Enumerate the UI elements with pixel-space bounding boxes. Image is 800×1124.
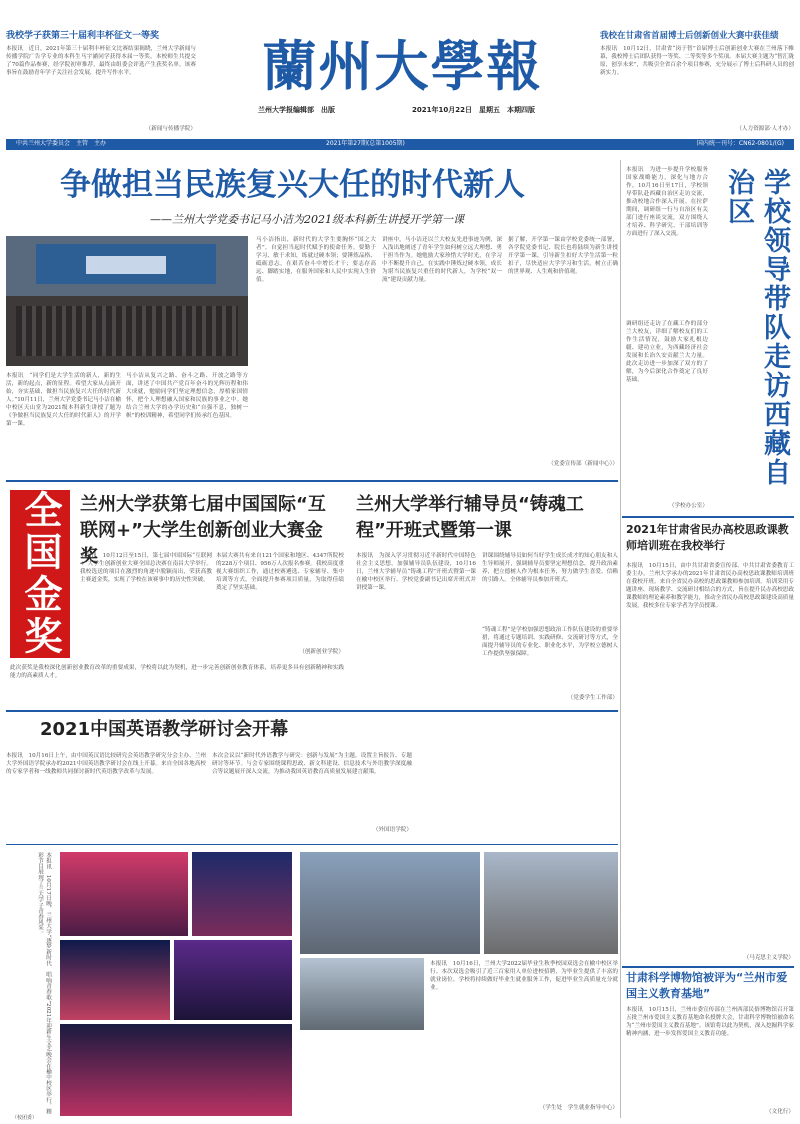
stage-photo-5: [60, 1024, 292, 1116]
photos-caption-author: （学生处 学生就业指导中心）: [539, 1105, 618, 1111]
right-story-body1: 本报讯 为进一步提升学校服务国家战略能力，深化与地方合作，10月16日至17日，学校领导带队赴西藏自治区走访交流，推动校地合作深入开展。在拉萨期间，调研组一行与自治区有关部门进行座谈交流，双方围绕人才培养、科学研究、干部培训等方面进行了深入交流。: [626, 167, 708, 237]
masthead-title: 蘭州大學報: [262, 34, 543, 98]
gansu-body: 本报讯 10月15日，由中共甘肃省委宣传部、中共甘肃省委教育工委主办，兰州大学承办的2021年甘肃省民办高校思政课教师培训班在我校开班。来自全省民办高校的思政课教师参加培训。培训采用专题讲座、现场教学、交流研讨相结合的方式，旨在提升民办高校思政课教师的理论素养和教学能力，推动全省民办高校思政课建设高质量发展。我校多位专家学者为学员授课。: [626, 563, 794, 609]
museum-author: （文化行）: [766, 1109, 794, 1115]
english-title: 2021中国英语教学研讨会开幕: [40, 719, 289, 740]
divider-1: [6, 480, 618, 482]
museum-body: 本报讯 10月15日，兰州市委宣传部在兰州西部民俗博物馆召开第五批兰州市爱国主义教育基地命名授牌大会，甘肃科学博物馆被命名为“兰州市爱国主义教育基地”。该馆将以此为契机，深入挖掘科学家精神内涵，进一步发挥爱国主义教育功能。: [626, 1007, 794, 1037]
job-fair-photo-1: [300, 852, 480, 954]
gold-author: （创新创业学院）: [299, 649, 344, 655]
photos-caption-body: 本报讯 10月16日，兰州大学2022届毕业生秋季校园双选会在榆中校区举行。本次双选会吸引了近三百家用人单位进校招聘，为毕业生提供了丰富的就业岗位。学校将持续做好毕业生就业服务工作，促进毕业生高质量充分就业。: [430, 961, 618, 991]
right-ear-body: 本报讯 10月12日，甘肃省“岗于智”首届博士后创新创业大赛在兰州落下帷幕，我校博士后团队获得一等奖、二等奖等多个奖项。本届大赛主题为“智汇陇原，创享未来”，共吸引全省百余个项目参赛，充分展示了博士后科研人员的创新实力。: [600, 46, 794, 76]
right-ear-author: （人力资源部·人才办）: [736, 126, 794, 132]
museum-title: 甘肃科学博物馆被评为“兰州市爱国主义教育基地”: [626, 971, 788, 1000]
gansu-author: （马克思主义学院）: [743, 955, 794, 961]
masthead-info-bar: [6, 139, 794, 150]
right-story-author: （学校办公室）: [668, 503, 708, 509]
headline-subtitle: ——兰州大学党委书记马小洁为2021级本科新生讲授开学第一课: [150, 213, 464, 226]
soul-title: 兰州大学举行辅导员“铸魂工程”开班式暨第一课: [356, 494, 584, 541]
divider-right-2: [622, 966, 794, 968]
right-story-title: 学校领导带队走访西藏自治区: [723, 168, 790, 487]
headline-title: 争做担当民族复兴大任的时代新人: [60, 167, 525, 203]
gold-title: 兰州大学获第七届中国国际“互联网+”大学生创新创业大赛金奖: [80, 494, 326, 567]
english-body1: 本报讯 10月16日上午，由中国英汉语比较研究会英语教学研究分会主办、兰州大学外国语学院承办的2021中国英语教学研讨会在线上开幕。来自全国各地高校的专家学者和一线教师共同探讨新时代英语教学改革与发展。: [6, 753, 206, 775]
left-ear-body: 本报讯 近日，2021年第三十届利丰杯征文比赛结果揭晓，兰州大学新闻与传播学院广告学专业的本科生马宇涵同学获得本届一等奖。本校师生共提交了70篇作品参赛，经学院初审推荐，最终由组委会评选产生获奖名单。该赛事旨在鼓励青年学子关注社会发展，提升写作水平。: [6, 46, 196, 76]
main-story-col1: 本报讯 “同学们是大学生活的新人，新的生活，新的起点，新的征程。希望大家从点滴开始，夯实基础，做担当民族复兴大任的时代新人。”10月11日，兰州大学党委书记马小洁在榆中校区天山堂为2021级本科新生讲授了题为《争做担当民族复兴大任的时代新人》的开学第一课。: [6, 373, 121, 427]
left-ear-author: （新闻与传播学院）: [145, 126, 196, 132]
divider-right-1: [622, 516, 794, 518]
left-ear-title: 我校学子获第三十届利丰杯征文一等奖: [6, 31, 160, 41]
stage-photo-3: [60, 940, 170, 1020]
masthead-party: 中共兰州大学委员会 主管 主办: [16, 140, 107, 147]
right-ear: [600, 30, 794, 138]
divider-3: [6, 844, 618, 845]
soul-author: （党委学生工作部）: [567, 695, 618, 701]
main-story-col4: 讲座中，马小洁还以兰大校友先进事迹为例，深入浅出地阐述了青年学生如何树立远大理想、勇于担当作为。她勉励大家珍惜大学时光，在学习中不断提升自己，在实践中锤炼过硬本领，成长为堪当民族复兴重任的时代新人，为学校“双一流”建设贡献力量。: [382, 237, 502, 283]
job-fair-photo-3: [300, 958, 424, 1030]
job-fair-photo-2: [484, 852, 618, 954]
masthead-issue: 2021年第27期(总第1005期): [326, 140, 405, 147]
stage-photo-4: [174, 940, 292, 1020]
vertical-caption-body: 本报讯 10月17日晚，兰州大学“逐梦新时代 唱响青春歌”2021年迎新生文艺晚会在榆中校区举行，精彩节目展现了兰大学子青春风采。: [37, 852, 51, 1114]
main-story-col3: 马小洁指出，新时代的大学生要胸怀“国之大者”，自觉担当起时代赋予的使命任务。要勤于学习、敏于求知，练就过硬本领；要锤炼品格、砥砺意志，在艰苦奋斗中增长才干；要志存高远、脚踏实地，在服务国家和人民中实现人生价值。: [256, 237, 376, 283]
gold-badge: 全国金奖: [10, 490, 70, 658]
main-story-author: （党委宣传部（新闻中心））: [548, 461, 618, 467]
masthead-date: 2021年10月22日 星期五 本期四版: [412, 106, 535, 114]
english-author: （外国语学院）: [372, 827, 412, 833]
masthead-publisher: 兰州大学报编辑部 出版: [258, 106, 335, 114]
gold-body1: 本报讯 10月12日至15日，第七届中国国际“互联网+”大学生创新创业大赛全国总决赛在南昌大学举行。我校选送的项目在激烈的角逐中脱颖而出，荣获高教主赛道金奖，实现了学校在该赛事中的历史性突破。: [80, 553, 212, 583]
masthead-cn: 国内统一刊号：CN62-0801/(G): [696, 140, 784, 147]
column-separator: [620, 160, 621, 1118]
english-body2: 本次会议以“新时代外语教学与研究：创新与发展”为主题，设置主旨报告、专题研讨等环节。与会专家围绕课程思政、新文科建设、信息技术与外语教学深度融合等议题展开深入交流，为推动我国英语教育高质量发展建言献策。: [212, 753, 412, 775]
soul-body2: 讲课围绕辅导员如何当好学生成长成才的知心朋友和人生导师展开，强调辅导员要坚定理想信念，提升政治素养，把立德树人作为根本任务，努力做学生喜爱、信赖的引路人。全体辅导员参加开班式。: [482, 553, 618, 583]
main-story-col2: 马小洁从复兴之路、奋斗之路、开放之路等方面，讲述了中国共产党百年奋斗的光辉历程和伟大成就，勉励同学们坚定理想信念，厚植家国情怀，把个人理想融入国家和民族的事业之中。她结合兰州大学的办学历史和“自强不息，独树一帜”的校训精神，希望同学们传承红色基因。: [126, 373, 248, 419]
left-ear: [6, 30, 196, 138]
gansu-title: 2021年甘肃省民办高校思政课教师培训班在我校举行: [626, 523, 789, 552]
divider-2: [6, 710, 618, 712]
soul-body1: 本报讯 为深入学习贯彻习近平新时代中国特色社会主义思想，加强辅导员队伍建设，10月16日，兰州大学辅导员“铸魂工程”开班式暨第一课在榆中校区举行。学校党委副书记出席开班式并讲授第一课。: [356, 553, 476, 591]
stage-photo-1: [60, 852, 188, 936]
main-story-col5: 据了解，开学第一课由学校党委统一部署，各学院党委书记、院长也将陆续为新生讲授开学第一课，引导新生扣好大学生活第一粒扣子，尽快适应大学学习和生活，树立正确的世界观、人生观和价值观。: [508, 237, 618, 275]
right-ear-title: 我校在甘肃省首届博士后创新创业大赛中获佳绩: [600, 31, 779, 41]
gold-body2: 本届大赛共有来自121个国家和地区、4347所院校的228万个项目、956万人次报名参赛。我校高度重视大赛组织工作，通过校赛遴选、专家辅导、集中培训等方式，全面提升参赛项目质量，为取得佳绩奠定了坚实基础。: [216, 553, 344, 591]
stage-photo-2: [192, 852, 292, 936]
vertical-caption-author: （校团委）: [12, 1115, 38, 1121]
right-story-body2: 调研组还走访了在藏工作的部分兰大校友，详细了解校友们的工作生活情况，鼓励大家扎根边疆、建功立业，为西藏经济社会发展和长治久安贡献兰大力量。此次走访进一步加深了双方的了解，为今后深化合作奠定了良好基础。: [626, 321, 708, 383]
main-photo: [6, 236, 248, 366]
soul-body3: “铸魂工程”是学校加强思想政治工作队伍建设的重要举措，将通过专题培训、实践研修、交流研讨等方式，全面提升辅导员的专业化、职业化水平，为学校立德树人工作提供坚强保障。: [482, 627, 618, 657]
gold-body3: 此次获奖是我校深化创新创业教育改革的重要成果，学校将以此为契机，进一步完善创新创业教育体系，培养更多具有创新精神和实践能力的高素质人才。: [10, 665, 344, 679]
